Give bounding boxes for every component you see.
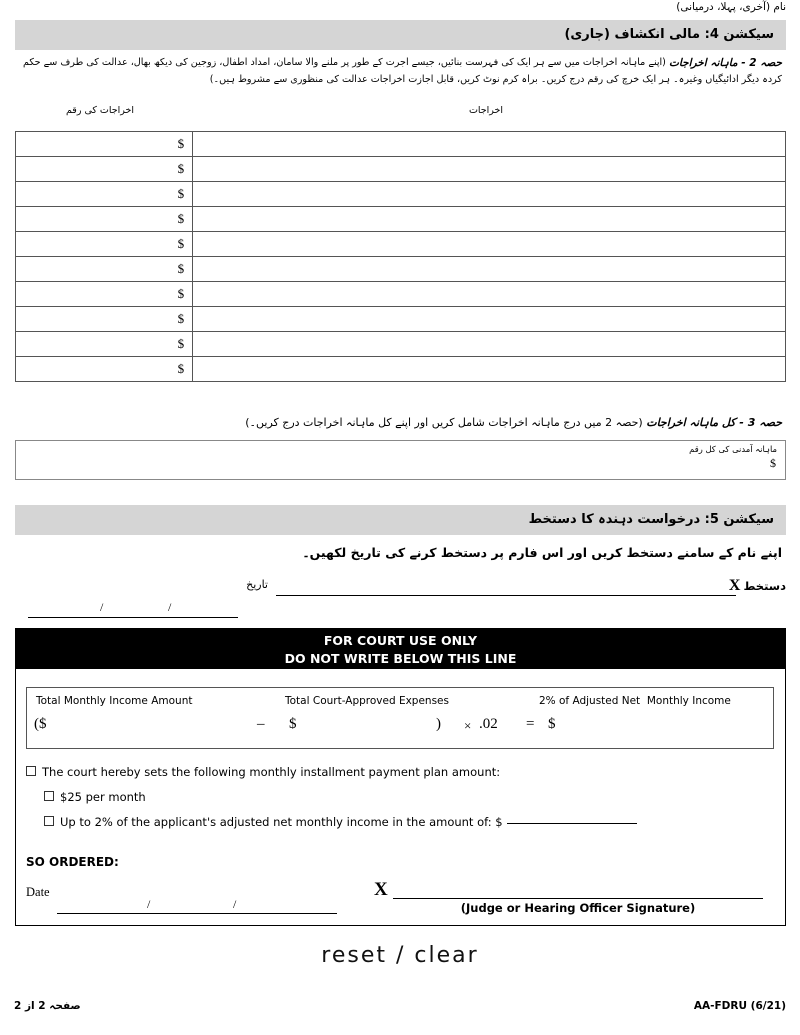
expense-description-cell[interactable] xyxy=(193,232,786,257)
court-use-banner-line2: DO NOT WRITE BELOW THIS LINE xyxy=(284,651,517,666)
applicant-date-input[interactable] xyxy=(28,595,238,618)
table-row xyxy=(16,132,786,157)
expense-amount-cell[interactable]: $ xyxy=(16,182,193,207)
section-5-header: سیکشن 5: درخواست دہندہ کا دستخط xyxy=(15,505,786,535)
court-use-banner-line1: FOR COURT USE ONLY xyxy=(323,633,478,648)
expense-amount-cell[interactable]: $ xyxy=(16,257,193,282)
part-3-instructions xyxy=(18,415,782,431)
installment-plan-checkbox-row[interactable] xyxy=(26,765,500,779)
expense-table-body xyxy=(16,132,786,382)
part-2-instructions xyxy=(18,55,782,88)
calc-open-paren-dollar: ($ xyxy=(34,716,47,732)
option-two-percent-label: Up to 2% of the applicant's adjusted net monthly income in the amount of: $ xyxy=(60,815,503,829)
calc-label-two-percent-adjusted-net: 2% of Adjusted Net Monthly Income xyxy=(539,695,731,707)
reset-clear-button[interactable]: reset / clear xyxy=(321,943,479,968)
checkbox-icon[interactable] xyxy=(44,791,54,801)
part-2-label: حصہ 2 - ماہانہ اخراجات xyxy=(669,57,782,69)
monthly-expenses-table xyxy=(15,131,786,382)
expense-description-cell[interactable] xyxy=(193,257,786,282)
installment-plan-label: The court hereby sets the following monthly installment payment plan amount: xyxy=(42,765,501,779)
part-3-text: (حصہ 2 میں درج ماہانہ اخراجات شامل کریں اور اپنے کل ماہانہ اخراجات درج کریں۔) xyxy=(245,416,643,429)
table-row xyxy=(16,182,786,207)
date-slash-1: / xyxy=(100,600,104,614)
footer-page-number: صفحہ 2 از 2 xyxy=(14,1000,81,1012)
section-4-header: سیکشن 4: مالی انکشاف (جاری) xyxy=(15,20,786,50)
option-two-percent-amount-input[interactable] xyxy=(507,823,637,824)
running-head-name-field-label: نام (آخری، پہلا، درمیانی) xyxy=(676,1,786,13)
expense-amount-cell[interactable]: $ xyxy=(16,307,193,332)
table-row xyxy=(16,232,786,257)
calc-minus-sign: – xyxy=(257,716,265,732)
income-calculation-box xyxy=(26,687,774,749)
option-25-per-month-row[interactable] xyxy=(44,790,146,804)
expense-table-header-amount: اخراجات کی رقم xyxy=(65,105,135,116)
order-date-label: Date xyxy=(26,885,50,899)
judge-signature-caption: (Judge or Hearing Officer Signature) xyxy=(460,901,696,915)
signature-label-text: دستخط xyxy=(743,579,786,593)
order-date-slash-1: / xyxy=(147,897,151,911)
signature-label xyxy=(729,577,786,595)
expense-amount-cell[interactable]: $ xyxy=(16,282,193,307)
expense-description-cell[interactable] xyxy=(193,307,786,332)
order-date-input[interactable] xyxy=(57,897,337,914)
part-3-label: حصہ 3 - کل ماہانہ اخراجات xyxy=(646,416,782,429)
signature-date-label: تاریخ xyxy=(246,578,268,591)
calc-result-currency: $ xyxy=(548,716,556,732)
expense-amount-cell[interactable]: $ xyxy=(16,157,193,182)
expense-description-cell[interactable] xyxy=(193,207,786,232)
order-date-slash-2: / xyxy=(233,897,237,911)
expense-amount-cell[interactable]: $ xyxy=(16,357,193,382)
table-row xyxy=(16,282,786,307)
expense-amount-cell[interactable]: $ xyxy=(16,232,193,257)
calc-close-paren: ) xyxy=(436,716,441,732)
checkbox-icon[interactable] xyxy=(44,816,54,826)
expense-description-cell[interactable] xyxy=(193,132,786,157)
judge-signature-input[interactable] xyxy=(393,898,763,899)
expense-description-cell[interactable] xyxy=(193,182,786,207)
calc-multiply-sign: × xyxy=(464,718,472,733)
expense-description-cell[interactable] xyxy=(193,157,786,182)
court-use-banner xyxy=(16,629,785,669)
option-25-per-month-label: $25 per month xyxy=(60,790,146,804)
expense-table-header-description: اخراجات xyxy=(468,105,504,116)
part-2-text: (اپنے ماہانہ اخراجات میں سے ہر ایک کی فہرست بنائیں، جیسے اجرت کے طور پر ملنے والا سامان، امداد اطفال، زوجین کی دیکھ بھال، عدالت کی طرف سے حکم کردہ دیگر ادائیگیاں وغیرہ۔ ہر ایک خرچ کی رقم درج کریں۔ براہ کرم نوٹ کریں، قابل اجازت اخراجات عدالت کی منظوری سے مشروط ہیں۔) xyxy=(22,57,782,85)
calc-label-total-approved-expenses: Total Court-Approved Expenses xyxy=(285,695,449,707)
expense-description-cell[interactable] xyxy=(193,332,786,357)
expense-amount-cell[interactable]: $ xyxy=(16,207,193,232)
calc-expenses-currency: $ xyxy=(289,716,297,732)
table-row xyxy=(16,332,786,357)
expense-description-cell[interactable] xyxy=(193,282,786,307)
applicant-signature-input[interactable] xyxy=(276,595,736,596)
calc-label-total-monthly-income: Total Monthly Income Amount xyxy=(36,695,193,707)
total-currency-symbol: $ xyxy=(770,456,776,470)
calc-factor-value: .02 xyxy=(479,716,498,732)
total-monthly-expenses-box[interactable] xyxy=(15,440,786,480)
expense-amount-cell[interactable]: $ xyxy=(16,132,193,157)
footer-form-code: AA-FDRU (6/21) xyxy=(693,1000,786,1012)
table-row xyxy=(16,307,786,332)
signature-instruction: اپنے نام کے سامنے دستخط کریں اور اس فارم پر دستخط کرنے کی تاریخ لکھیں۔ xyxy=(302,545,782,560)
total-monthly-amount-label: ماہانہ آمدنی کی کل رقم xyxy=(689,444,777,454)
option-two-percent-row[interactable] xyxy=(44,815,637,829)
calc-equals-sign: = xyxy=(526,716,535,732)
signature-x-marker: X xyxy=(728,577,741,594)
table-row xyxy=(16,357,786,382)
for-court-use-only-box xyxy=(15,628,786,926)
applicant-signature-row xyxy=(14,573,786,614)
table-row xyxy=(16,207,786,232)
judge-signature-x-marker: X xyxy=(374,879,388,900)
so-ordered-label: SO ORDERED: xyxy=(26,855,119,869)
date-slash-2: / xyxy=(168,600,172,614)
table-row xyxy=(16,257,786,282)
expense-amount-cell[interactable]: $ xyxy=(16,332,193,357)
expense-description-cell[interactable] xyxy=(193,357,786,382)
checkbox-icon[interactable] xyxy=(26,766,36,776)
table-row xyxy=(16,157,786,182)
